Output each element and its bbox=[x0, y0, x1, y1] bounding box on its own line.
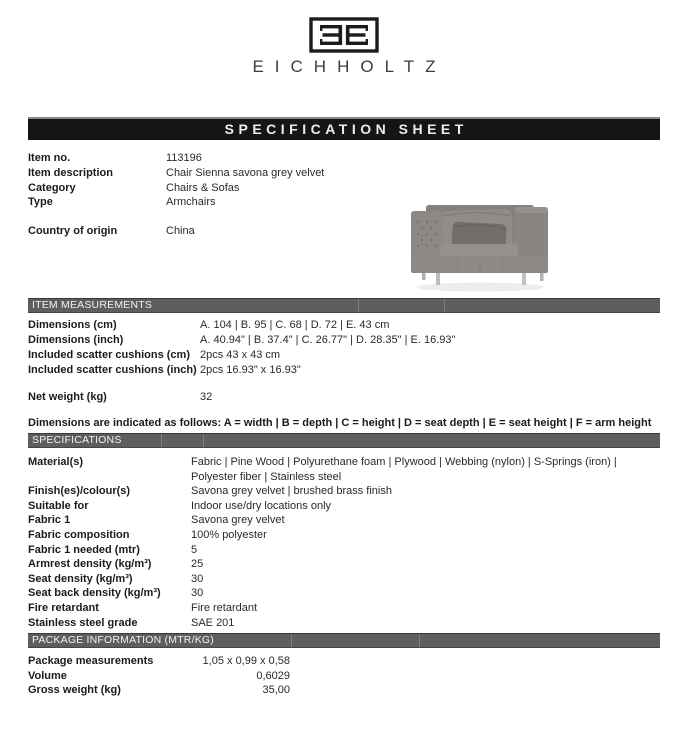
category-value: Chairs & Sofas bbox=[166, 181, 240, 194]
net-weight-value: 32 bbox=[200, 391, 213, 403]
package-information-header-bar bbox=[28, 633, 660, 648]
header-cell-divider bbox=[291, 634, 292, 647]
seat-back-density-row bbox=[28, 586, 660, 601]
specifications-header-bar bbox=[28, 433, 660, 448]
specifications-section bbox=[28, 455, 660, 630]
dimensions-cm-value: A. 104 | B. 95 | C. 68 | D. 72 | E. 43 cm bbox=[200, 319, 390, 331]
fire-retardant-label: Fire retardant bbox=[28, 601, 99, 614]
fabric-needed-row bbox=[28, 543, 660, 558]
header-cell-divider bbox=[203, 434, 204, 447]
product-image bbox=[400, 186, 558, 294]
scatter-cushions-inch-row bbox=[28, 363, 660, 378]
scatter-cushions-cm-label: Included scatter cushions (cm) bbox=[28, 349, 190, 361]
armrest-density-value: 25 bbox=[191, 558, 204, 571]
package-information-header: PACKAGE INFORMATION (MTR/KG) bbox=[32, 634, 214, 646]
gross-weight-label: Gross weight (kg) bbox=[28, 684, 121, 697]
fire-retardant-row bbox=[28, 601, 660, 616]
item-no-label: Item no. bbox=[28, 152, 71, 164]
item-no-value: 113196 bbox=[166, 152, 202, 164]
materials-value: Fabric | Pine Wood | Polyurethane foam | Plywood | Webbing (nylon) | S-Springs (iron) | Polyester fiber | Stainless steel bbox=[191, 456, 617, 483]
item-no-row bbox=[28, 151, 398, 166]
dimensions-inch-value: A. 40.94" | B. 37.4" | C. 26.77" | D. 28.35" | E. 16.93" bbox=[200, 334, 456, 346]
package-measurements-row bbox=[28, 654, 660, 669]
country-of-origin-value: China bbox=[166, 225, 195, 238]
fabric-composition-value: 100% polyester bbox=[191, 528, 267, 541]
item-description-row bbox=[28, 166, 398, 181]
suitable-for-label: Suitable for bbox=[28, 499, 89, 512]
scatter-cushions-inch-label: Included scatter cushions (inch) bbox=[28, 364, 197, 376]
suitable-for-value: Indoor use/dry locations only bbox=[191, 499, 332, 512]
dimensions-cm-label: Dimensions (cm) bbox=[28, 319, 117, 331]
armrest-density-row bbox=[28, 557, 660, 572]
seat-density-label: Seat density (kg/m³) bbox=[28, 572, 133, 585]
fabric-composition-label: Fabric composition bbox=[28, 528, 130, 541]
gross-weight-row bbox=[28, 683, 660, 698]
gross-weight-value: 35,00 bbox=[262, 684, 290, 697]
header-cell-divider bbox=[419, 634, 420, 647]
fabric-needed-value: 5 bbox=[191, 543, 198, 556]
category-label: Category bbox=[28, 181, 76, 194]
package-measurements-value: 1,05 x 0,99 x 0,58 bbox=[202, 655, 290, 667]
fabric-1-row bbox=[28, 513, 660, 528]
category-row bbox=[28, 181, 398, 196]
item-measurements-section bbox=[28, 318, 660, 378]
specifications-header: SPECIFICATIONS bbox=[32, 434, 122, 446]
volume-row bbox=[28, 669, 660, 684]
eichholtz-logo bbox=[0, 17, 688, 58]
fabric-1-label: Fabric 1 bbox=[28, 514, 71, 527]
dimensions-inch-row bbox=[28, 333, 660, 348]
seat-density-value: 30 bbox=[191, 572, 204, 585]
net-weight-row bbox=[28, 390, 660, 405]
stainless-steel-grade-value: SAE 201 bbox=[191, 616, 235, 629]
package-information-section bbox=[28, 654, 660, 698]
fire-retardant-value: Fire retardant bbox=[191, 601, 258, 614]
dimensions-note: Dimensions are indicated as follows: A = width | B = depth | C = height | D = seat depth | E = seat height | F = arm height bbox=[28, 417, 652, 429]
type-value: Armchairs bbox=[166, 196, 216, 209]
net-weight-label: Net weight (kg) bbox=[28, 391, 107, 403]
fabric-composition-row bbox=[28, 528, 660, 543]
volume-value: 0,6029 bbox=[256, 669, 290, 682]
seat-back-density-value: 30 bbox=[191, 587, 204, 600]
item-measurements-header-bar bbox=[28, 298, 660, 313]
scatter-cushions-cm-value: 2pcs 43 x 43 cm bbox=[200, 349, 281, 361]
finish-colour-row bbox=[28, 484, 660, 499]
seat-density-row bbox=[28, 572, 660, 587]
finish-colour-value: Savona grey velvet | brushed brass finish bbox=[191, 485, 392, 498]
stainless-steel-grade-label: Stainless steel grade bbox=[28, 616, 138, 629]
armrest-density-label: Armrest density (kg/m³) bbox=[28, 558, 152, 571]
dimensions-inch-label: Dimensions (inch) bbox=[28, 334, 124, 346]
item-description-label: Item description bbox=[28, 166, 113, 179]
type-label: Type bbox=[28, 196, 53, 209]
scatter-cushions-cm-row bbox=[28, 348, 660, 363]
materials-label: Material(s) bbox=[28, 456, 84, 468]
volume-label: Volume bbox=[28, 669, 67, 682]
eichholtz-monogram-icon bbox=[309, 17, 379, 53]
header-cell-divider bbox=[161, 434, 162, 447]
header-cell-divider bbox=[358, 299, 359, 312]
type-row bbox=[28, 195, 398, 210]
stainless-steel-grade-row bbox=[28, 616, 660, 631]
item-measurements-header: ITEM MEASUREMENTS bbox=[32, 299, 153, 311]
materials-row bbox=[28, 455, 660, 484]
scatter-cushions-inch-value: 2pcs 16.93" x 16.93" bbox=[200, 364, 301, 376]
fabric-1-value: Savona grey velvet bbox=[191, 514, 285, 527]
country-of-origin-label: Country of origin bbox=[28, 225, 118, 238]
finish-colour-label: Finish(es)/colour(s) bbox=[28, 485, 131, 498]
package-measurements-label: Package measurements bbox=[28, 655, 154, 667]
brand-name: EICHHOLTZ bbox=[252, 57, 447, 76]
item-details-section bbox=[28, 151, 398, 239]
item-description-value: Chair Sienna savona grey velvet bbox=[166, 166, 325, 179]
suitable-for-row bbox=[28, 499, 660, 514]
country-of-origin-row bbox=[28, 224, 398, 239]
dimensions-cm-row bbox=[28, 318, 660, 333]
header-cell-divider bbox=[444, 299, 445, 312]
armchair-illustration bbox=[400, 186, 558, 294]
spec-sheet-title-bar: SPECIFICATION SHEET bbox=[28, 117, 660, 140]
fabric-needed-label: Fabric 1 needed (mtr) bbox=[28, 543, 140, 556]
seat-back-density-label: Seat back density (kg/m³) bbox=[28, 587, 161, 600]
